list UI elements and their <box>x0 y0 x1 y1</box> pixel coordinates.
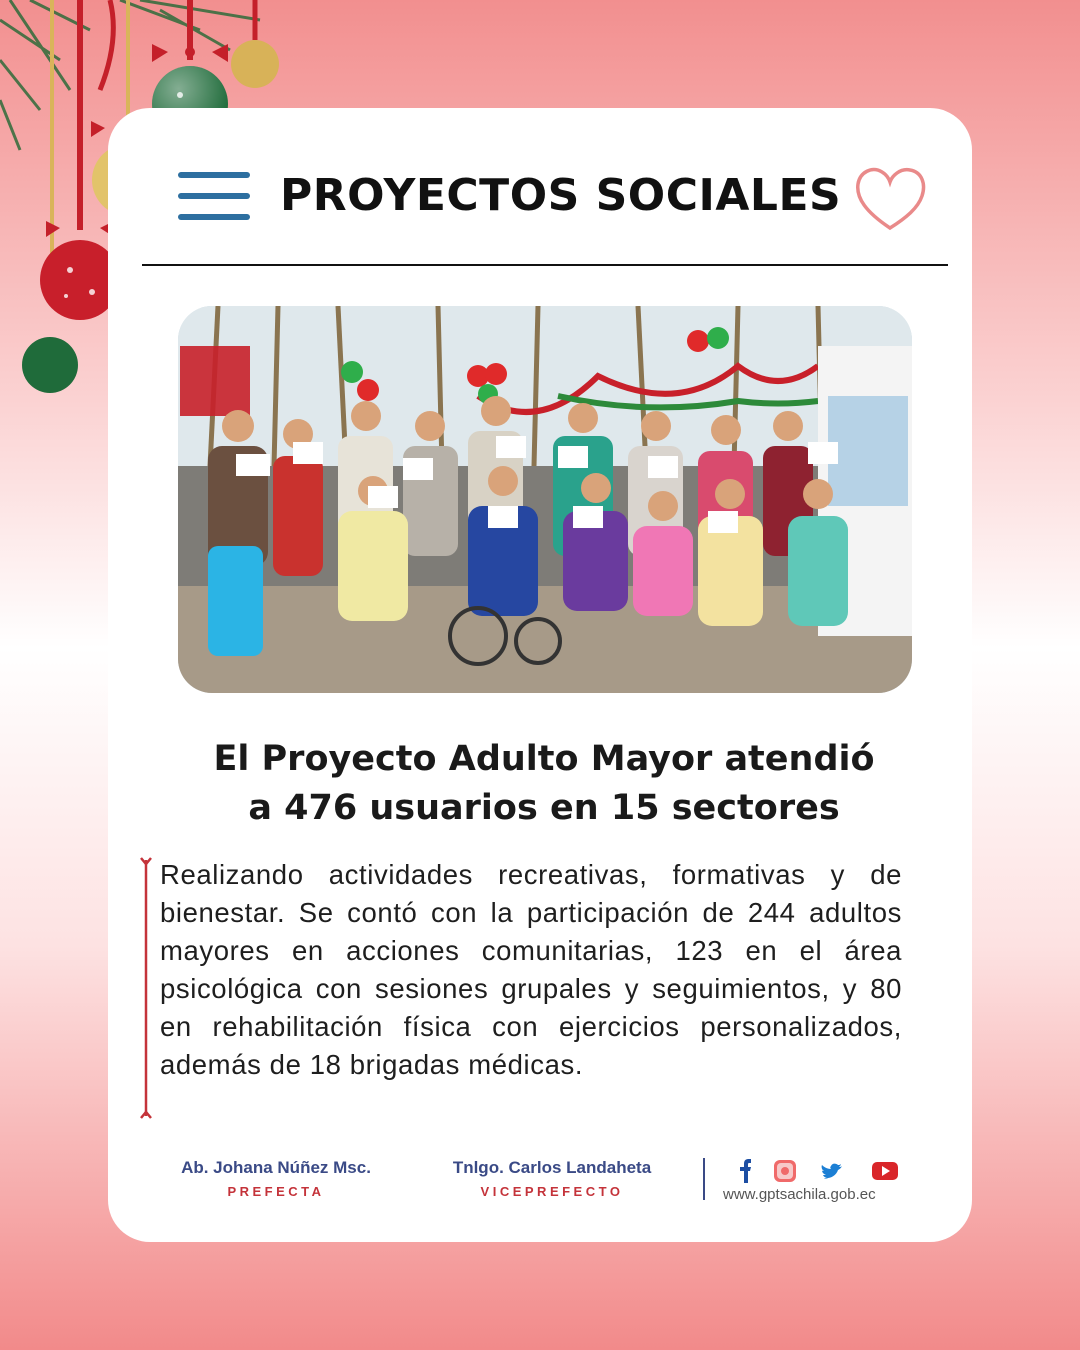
headline-line-2: a 476 usuarios en 15 sectores <box>248 788 840 828</box>
twitter-icon[interactable] <box>822 1164 842 1179</box>
youtube-icon[interactable] <box>872 1162 898 1180</box>
signature-viceprefecto <box>432 1158 672 1199</box>
signatory-role: PREFECTA <box>227 1184 325 1199</box>
instagram-icon[interactable] <box>774 1160 796 1182</box>
hamburger-menu-icon[interactable] <box>178 172 250 224</box>
body-paragraph: Realizando actividades recreativas, formativas y de bienestar. Se contó con la participación de 244 adultos mayores en acciones comunitarias, 123 en el área psicológica con sesiones grupales y seguimientos, y 80 en rehabilitación física con ejercicios personalizados, además de 18 brigadas médicas. <box>160 859 902 1080</box>
quote-bar-decoration <box>140 856 152 1120</box>
heart-icon <box>852 162 928 236</box>
signatory-role: VICEPREFECTO <box>480 1184 624 1199</box>
header-divider <box>142 264 948 266</box>
headline-line-1: El Proyecto Adulto Mayor atendió <box>213 739 875 779</box>
footer-separator <box>703 1158 705 1200</box>
signatory-name: Ab. Johana Núñez Msc. <box>181 1158 371 1177</box>
social-icons <box>730 1157 910 1185</box>
group-photo <box>178 306 912 693</box>
signatory-name: Tnlgo. Carlos Landaheta <box>452 1158 652 1177</box>
signature-prefecta <box>160 1158 392 1199</box>
headline <box>140 735 948 833</box>
facebook-icon[interactable] <box>740 1159 751 1183</box>
page-title: PROYECTOS SOCIALES <box>280 170 842 221</box>
website-link[interactable]: www.gptsachila.gob.ec <box>723 1186 876 1203</box>
